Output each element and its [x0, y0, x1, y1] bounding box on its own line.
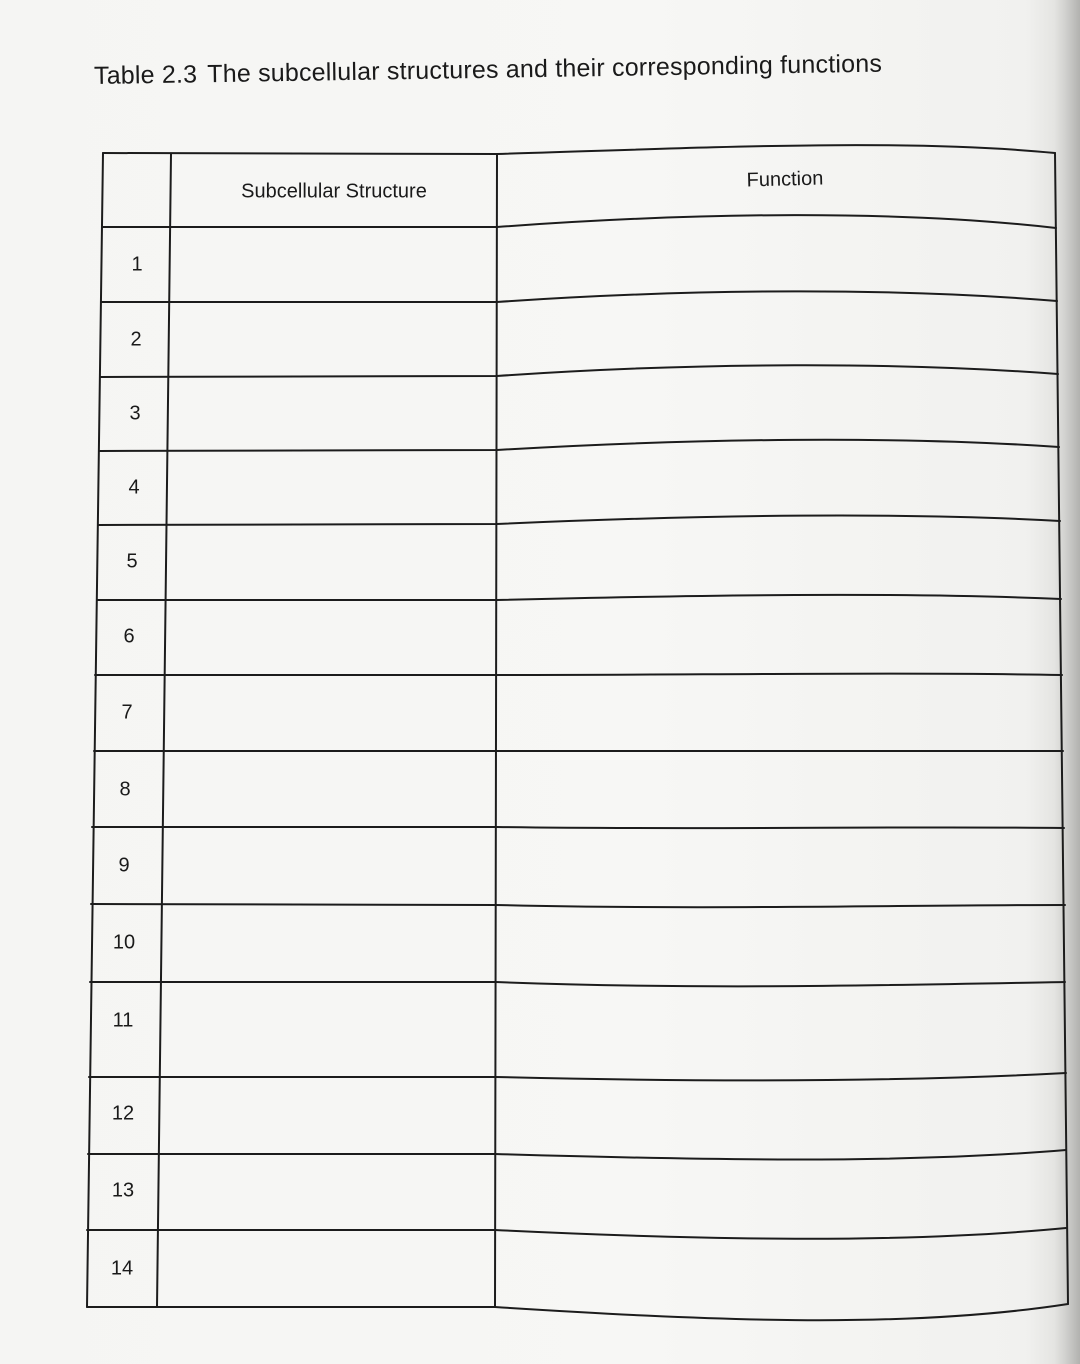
- row-line: [88, 1150, 1066, 1160]
- row-number: 5: [126, 550, 138, 573]
- table-border-top: [103, 145, 1055, 154]
- table-border-left: [87, 153, 103, 1307]
- row-line: [91, 904, 1065, 907]
- row-number: 9: [118, 854, 130, 877]
- row-number: 11: [112, 1009, 134, 1032]
- row-number: 12: [111, 1102, 135, 1125]
- row-line: [87, 1228, 1066, 1239]
- row-number: 10: [112, 931, 136, 954]
- row-number: 7: [121, 701, 133, 724]
- row-line: [99, 516, 1060, 525]
- row-line: [92, 827, 1064, 828]
- row-line: [103, 215, 1056, 228]
- row-number: 14: [110, 1257, 134, 1280]
- row-number: 4: [128, 476, 140, 499]
- row-line: [102, 291, 1057, 302]
- row-line: [97, 595, 1061, 600]
- row-line: [101, 365, 1058, 377]
- table-caption-label: Table 2.3: [93, 60, 198, 90]
- table-border-right: [1055, 153, 1068, 1304]
- row-line: [100, 440, 1059, 451]
- header-subcellular-structure: Subcellular Structure: [241, 180, 427, 203]
- row-line: [89, 1073, 1066, 1080]
- header-function: Function: [746, 167, 824, 192]
- row-line: [90, 982, 1065, 986]
- row-number: 13: [111, 1179, 135, 1202]
- table-caption-text: The subcellular structures and their corresponding functions: [207, 49, 883, 89]
- row-number: 6: [123, 625, 135, 648]
- row-number: 8: [119, 778, 131, 801]
- row-line: [94, 751, 1063, 752]
- row-line: [95, 674, 1062, 675]
- row-number: 1: [131, 253, 143, 276]
- row-number: 2: [130, 328, 142, 351]
- column-divider-1: [157, 154, 171, 1307]
- table-border-bottom: [87, 1304, 1068, 1320]
- column-divider-2: [495, 154, 497, 1307]
- row-number: 3: [129, 402, 141, 425]
